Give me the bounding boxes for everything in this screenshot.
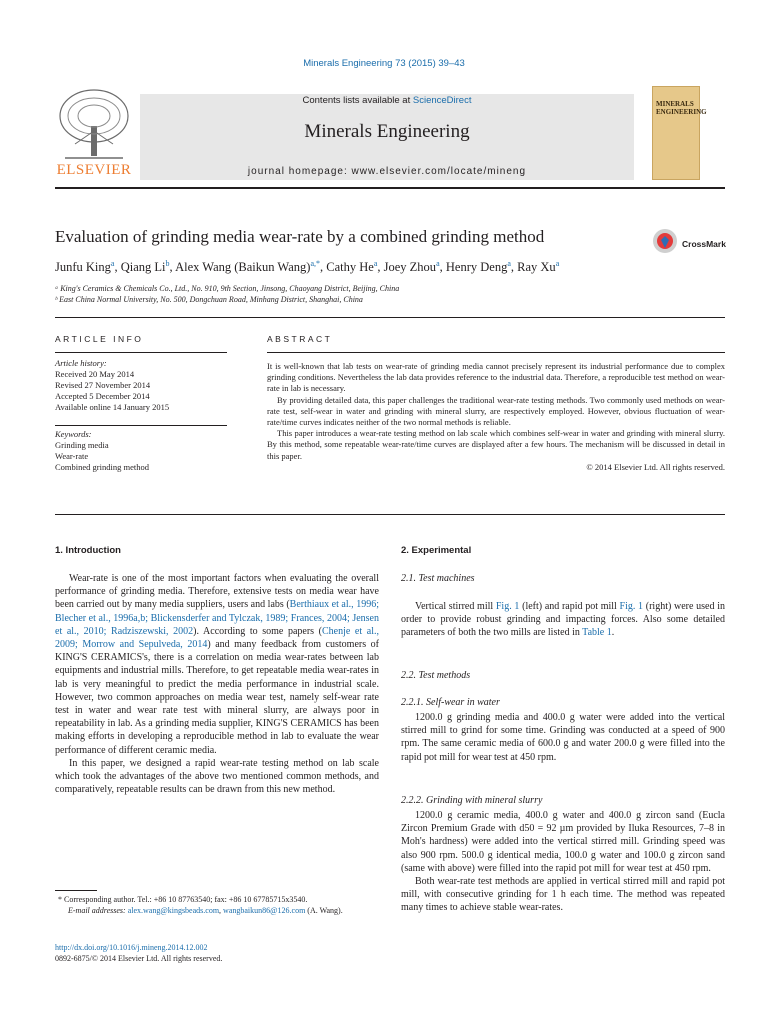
author-list xyxy=(55,259,559,275)
article-title: Evaluation of grinding media wear-rate by a combined grinding method xyxy=(55,227,545,246)
paragraph: Both wear-rate test methods are applied in vertical stirred mill and rapid pot mill, with consecutive grinding for 1 h each time. The method was repeated many times to achieve stable wear-rates. xyxy=(401,876,725,914)
journal-name: Minerals Engineering xyxy=(304,121,470,142)
author-name[interactable]: Alex Wang (Baikun Wang) xyxy=(175,260,311,275)
email-link[interactable]: wangbaikun86@126.com xyxy=(223,906,306,915)
elsevier-tree-logo xyxy=(55,86,133,160)
text-run: (left) and rapid pot mill xyxy=(519,601,620,612)
revised-date: Revised 27 November 2014 xyxy=(55,380,151,390)
subsection-test-methods: 2.2. Test methods xyxy=(401,670,471,681)
corresponding-author-note: * Corresponding author. Tel.: +86 10 87763540; fax: +86 10 67785715x3540. xyxy=(58,895,308,904)
paragraph: 1200.0 g grinding media and 400.0 g water were added into the vertical stirred mill to grind for some time. Grinding was conducted at a speed of 900 rpm. The same ceramic media of 600.0 g and water 200.0 g were filled into the rapid pot mill for wear test at 450 rpm. xyxy=(401,712,725,763)
abstract-body xyxy=(267,361,725,473)
history-label: Article history: xyxy=(55,358,107,368)
footnotes xyxy=(58,894,376,916)
journal-reference[interactable]: Minerals Engineering 73 (2015) 39–43 xyxy=(303,58,465,69)
abstract-paragraph: It is well-known that lab tests on wear-rate of grinding media cannot precisely represent its industrial performance due to complex grinding conditions. Nevertheless the lab data provides reference to the industrial data. Therefore, a reproducible test method on wear-rate in lab is necessary. xyxy=(267,361,725,394)
introduction-paragraph xyxy=(55,572,379,757)
author-separator: , xyxy=(439,260,446,275)
self-wear-body xyxy=(401,711,725,764)
abstract-paragraph: This paper introduces a wear-rate testing method on lab scale which combines self-wear in water and grinding with mineral slurry. By this method, some repeatable wear-rate/time curves are displayed after a few hours. The mechanism will be discussed in detail in this paper. xyxy=(267,428,725,461)
author-name[interactable]: Joey Zhou xyxy=(383,260,437,275)
doi-block xyxy=(55,942,375,964)
figure-link[interactable]: Fig. 1 xyxy=(495,601,520,612)
keyword: Combined grinding method xyxy=(55,462,149,472)
doi-link[interactable]: http://dx.doi.org/10.1016/j.mineng.2014.12.002 xyxy=(55,943,208,952)
author-separator: , xyxy=(377,260,384,275)
mineral-slurry-body xyxy=(401,809,725,915)
introduction-body xyxy=(55,572,379,796)
author-affiliation-marker[interactable]: a xyxy=(373,259,378,268)
paragraph: 1200.0 g ceramic media, 400.0 g water and 400.0 g zircon sand (Eucla Zircon Premium Grade with d50 = 92 µm provided by Iluka Resources, 7–8 in Moh's hardness) were added into the vertical stirred mill. Grinding speed was also 900 rpm. 500.0 g identical media, 100.0 g water and 100.0 g zircon sand (same with above) were filled into the rapid pot mill for wear test at 450 rpm. xyxy=(401,810,725,874)
keyword: Wear-rate xyxy=(55,451,89,461)
email-separator: , xyxy=(219,906,222,915)
author-separator: , xyxy=(114,260,121,275)
received-date: Received 20 May 2014 xyxy=(55,369,135,379)
email-link[interactable]: alex.wang@kingsbeads.com xyxy=(127,906,220,915)
citation-link[interactable]: Berthiaux et al., 1996; Blecher et al., 1996a,b; Blickensderfer and Tylczak, 1989; Frances, 2004; Jensen et al., 2010; Radziszewski, 2002 xyxy=(55,599,379,637)
text-run: (right) were used in order to provide robust grinding and impacting forces. Also some detailed parameters of both the two mills are listed in xyxy=(401,601,725,639)
article-info-rule xyxy=(55,352,227,353)
citation-link[interactable]: Chenje et al., 2009; Morrow and Sepulveda, 2014 xyxy=(55,625,379,651)
test-machines-body xyxy=(401,600,725,640)
author-affiliation-marker[interactable]: a xyxy=(555,259,560,268)
author-name[interactable]: Qiang Li xyxy=(120,260,166,275)
cover-title-line2: ENGINEERING xyxy=(656,108,707,116)
table-link[interactable]: Table 1 xyxy=(582,627,612,639)
author-name[interactable]: Cathy He xyxy=(326,260,374,275)
text-run: ). According to some papers ( xyxy=(193,625,322,637)
footnote-rule xyxy=(55,890,97,891)
article-info-label: ARTICLE INFO xyxy=(55,334,144,344)
email-label: E-mail addresses: xyxy=(68,906,126,915)
text-run: Vertical stirred mill xyxy=(415,601,496,612)
contents-line xyxy=(140,95,634,106)
issn-line: 0892-6875/© 2014 Elsevier Ltd. All rights reserved. xyxy=(55,954,223,963)
figure-link[interactable]: Fig. 1 xyxy=(619,601,644,612)
header-divider xyxy=(55,187,725,189)
author-separator: , xyxy=(510,260,518,275)
keywords-rule xyxy=(55,425,227,426)
accepted-date: Accepted 5 December 2014 xyxy=(55,391,150,401)
abstract-divider xyxy=(55,514,725,515)
homepage-url[interactable]: www.elsevier.com/locate/mineng xyxy=(351,166,527,177)
abstract-rule xyxy=(267,352,725,353)
author-affiliation-marker[interactable]: b xyxy=(165,259,170,268)
abstract-label: ABSTRACT xyxy=(267,334,333,344)
keywords-label: Keywords: xyxy=(55,429,92,439)
crossmark-icon[interactable] xyxy=(652,228,678,254)
author-affiliation-marker[interactable]: a xyxy=(507,259,511,268)
abstract-paragraph: By providing detailed data, this paper challenges the traditional wear-rate testing methods. Two commonly used methods on wear-rate test, self-wear in water and grinding with mineral slurry, are respectively employed. However, obvious fluctuation of wear-rate/time curves indicates neither of the two normal methods is reliable. xyxy=(267,394,725,428)
online-date: Available online 14 January 2015 xyxy=(55,402,170,412)
sciencedirect-link[interactable]: ScienceDirect xyxy=(412,95,472,106)
paragraph xyxy=(401,600,725,640)
elsevier-wordmark: ELSEVIER xyxy=(56,162,132,178)
introduction-paragraph: In this paper, we designed a rapid wear-rate testing method on lab scale which took the advantages of the above two mentioned common methods, and comparatively, repeatable results can be drawn from this new method. xyxy=(55,757,379,796)
affiliation-divider xyxy=(55,317,725,318)
text-run: . xyxy=(611,627,615,639)
introduction-heading: 1. Introduction xyxy=(55,545,121,556)
keyword: Grinding media xyxy=(55,440,109,450)
text-run: Wear-rate is one of the most important factors when evaluating the overall performance of grinding media. Therefore, extensive tests on media wear have been carried out by many media suppliers, users and labs ( xyxy=(55,573,379,611)
cover-title xyxy=(656,100,707,116)
experimental-heading: 2. Experimental xyxy=(401,545,472,556)
text-run: ) and many feedback from customers of KING'S CERAMICS's, there is a correlation on media wear-rates between lab equipments and industrial mills. Therefore, to get repeatable media wear-rates in lab is very meaningful to predict the media performance in industrial scale. However, two common approaches on media wear test, namely self-wear rate test in water and wear rate test with mineral slurry, are always poor in repeatability in lab. As a grinding media supplier, KING'S CERAMICS has been making efforts in developing a reproducible method in lab to evaluate the wear performance of different ceramic media. xyxy=(55,639,379,756)
affiliation-a: ᵃ King's Ceramics & Chemicals Co., Ltd., No. 910, 9th Section, Jinsong, Chaoyang District, Beijing, China xyxy=(55,284,400,293)
homepage-prefix: journal homepage: xyxy=(247,166,348,177)
subsection-mineral-slurry: 2.2.2. Grinding with mineral slurry xyxy=(401,795,543,806)
subsection-self-wear: 2.2.1. Self-wear in water xyxy=(401,697,500,708)
contents-prefix: Contents lists available at xyxy=(302,95,411,106)
journal-homepage xyxy=(140,166,634,177)
author-affiliation-marker[interactable]: a xyxy=(436,259,440,268)
keywords-block xyxy=(55,429,235,473)
email-tail: (A. Wang). xyxy=(307,906,343,915)
subsection-test-machines: 2.1. Test machines xyxy=(401,573,475,584)
cover-title-line1: MINERALS xyxy=(656,100,694,108)
article-history xyxy=(55,358,235,413)
author-affiliation-marker[interactable]: a xyxy=(110,259,115,268)
author-separator: , xyxy=(320,260,327,275)
crossmark-label[interactable]: CrossMark xyxy=(682,239,726,249)
author-name[interactable]: Ray Xu xyxy=(517,260,556,275)
author-name[interactable]: Henry Deng xyxy=(445,260,508,275)
email-note xyxy=(58,905,376,916)
author-separator: , xyxy=(169,260,176,275)
author-name[interactable]: Junfu King xyxy=(55,260,111,275)
author-affiliation-marker[interactable]: a,* xyxy=(310,259,320,268)
abstract-copyright: © 2014 Elsevier Ltd. All rights reserved. xyxy=(586,461,725,472)
affiliation-b: ᵇ East China Normal University, No. 500, Dongchuan Road, Minhang District, Shanghai, China xyxy=(55,295,363,304)
